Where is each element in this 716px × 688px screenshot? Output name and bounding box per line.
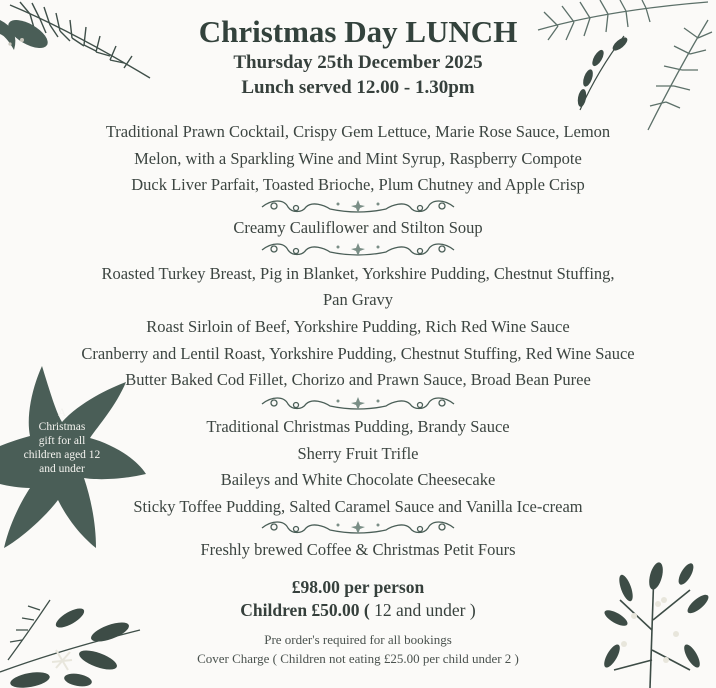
dessert-item: Baileys and White Chocolate Cheesecake [220, 470, 496, 489]
flourish-divider-icon [258, 396, 458, 412]
starter-item: Traditional Prawn Cocktail, Crispy Gem Lettuce, Marie Rose Sauce, Lemon [105, 122, 611, 141]
children-price-label: Children £50.00 ( [240, 600, 370, 620]
soup-item: Creamy Cauliflower and Stilton Soup [233, 218, 483, 237]
dessert-item: Sticky Toffee Pudding, Salted Caramel Sauce and Vanilla Ice-cream [133, 497, 583, 516]
coffee-item: Freshly brewed Coffee & Christmas Petit Fours [200, 540, 516, 559]
gift-badge-line: children aged 12 [23, 449, 101, 461]
main-item: Cranberry and Lentil Roast, Yorkshire Pudding, Chestnut Stuffing, Red Wine Sauce [81, 344, 635, 363]
preorder-note: Pre order's required for all bookings [264, 632, 452, 647]
main-item: Pan Gravy [322, 290, 394, 309]
starter-item: Melon, with a Sparkling Wine and Mint Syrup, Raspberry Compote [134, 149, 582, 168]
flourish-divider-icon [258, 520, 458, 536]
main-item: Roasted Turkey Breast, Pig in Blanket, Yorkshire Pudding, Chestnut Stuffing, [101, 264, 615, 283]
dessert-item: Sherry Fruit Trifle [297, 444, 419, 463]
flourish-divider-icon [258, 242, 458, 258]
children-age-note: 12 and under ) [374, 600, 476, 620]
cover-charge-note: Cover Charge ( Children not eating £25.00 per child under 2 ) [197, 651, 519, 666]
event-date: Thursday 25th December 2025 [233, 52, 483, 73]
adult-price: £98.00 per person [291, 577, 425, 597]
gift-badge-line: and under [39, 463, 85, 475]
children-price [0, 600, 716, 621]
menu-title: Christmas Day LUNCH [198, 14, 518, 49]
main-item: Butter Baked Cod Fillet, Chorizo and Prawn Sauce, Broad Bean Puree [125, 370, 591, 389]
gift-badge-line: gift for all [38, 435, 86, 447]
starter-item: Duck Liver Parfait, Toasted Brioche, Plum Chutney and Apple Crisp [131, 175, 585, 194]
dessert-item: Traditional Christmas Pudding, Brandy Sauce [206, 417, 510, 436]
gift-badge-line: Christmas [38, 421, 86, 433]
flourish-divider-icon [258, 199, 458, 215]
lunch-time: Lunch served 12.00 - 1.30pm [241, 77, 475, 98]
gift-badge-line: A [57, 407, 67, 419]
main-item: Roast Sirloin of Beef, Yorkshire Pudding, Rich Red Wine Sauce [146, 317, 570, 336]
